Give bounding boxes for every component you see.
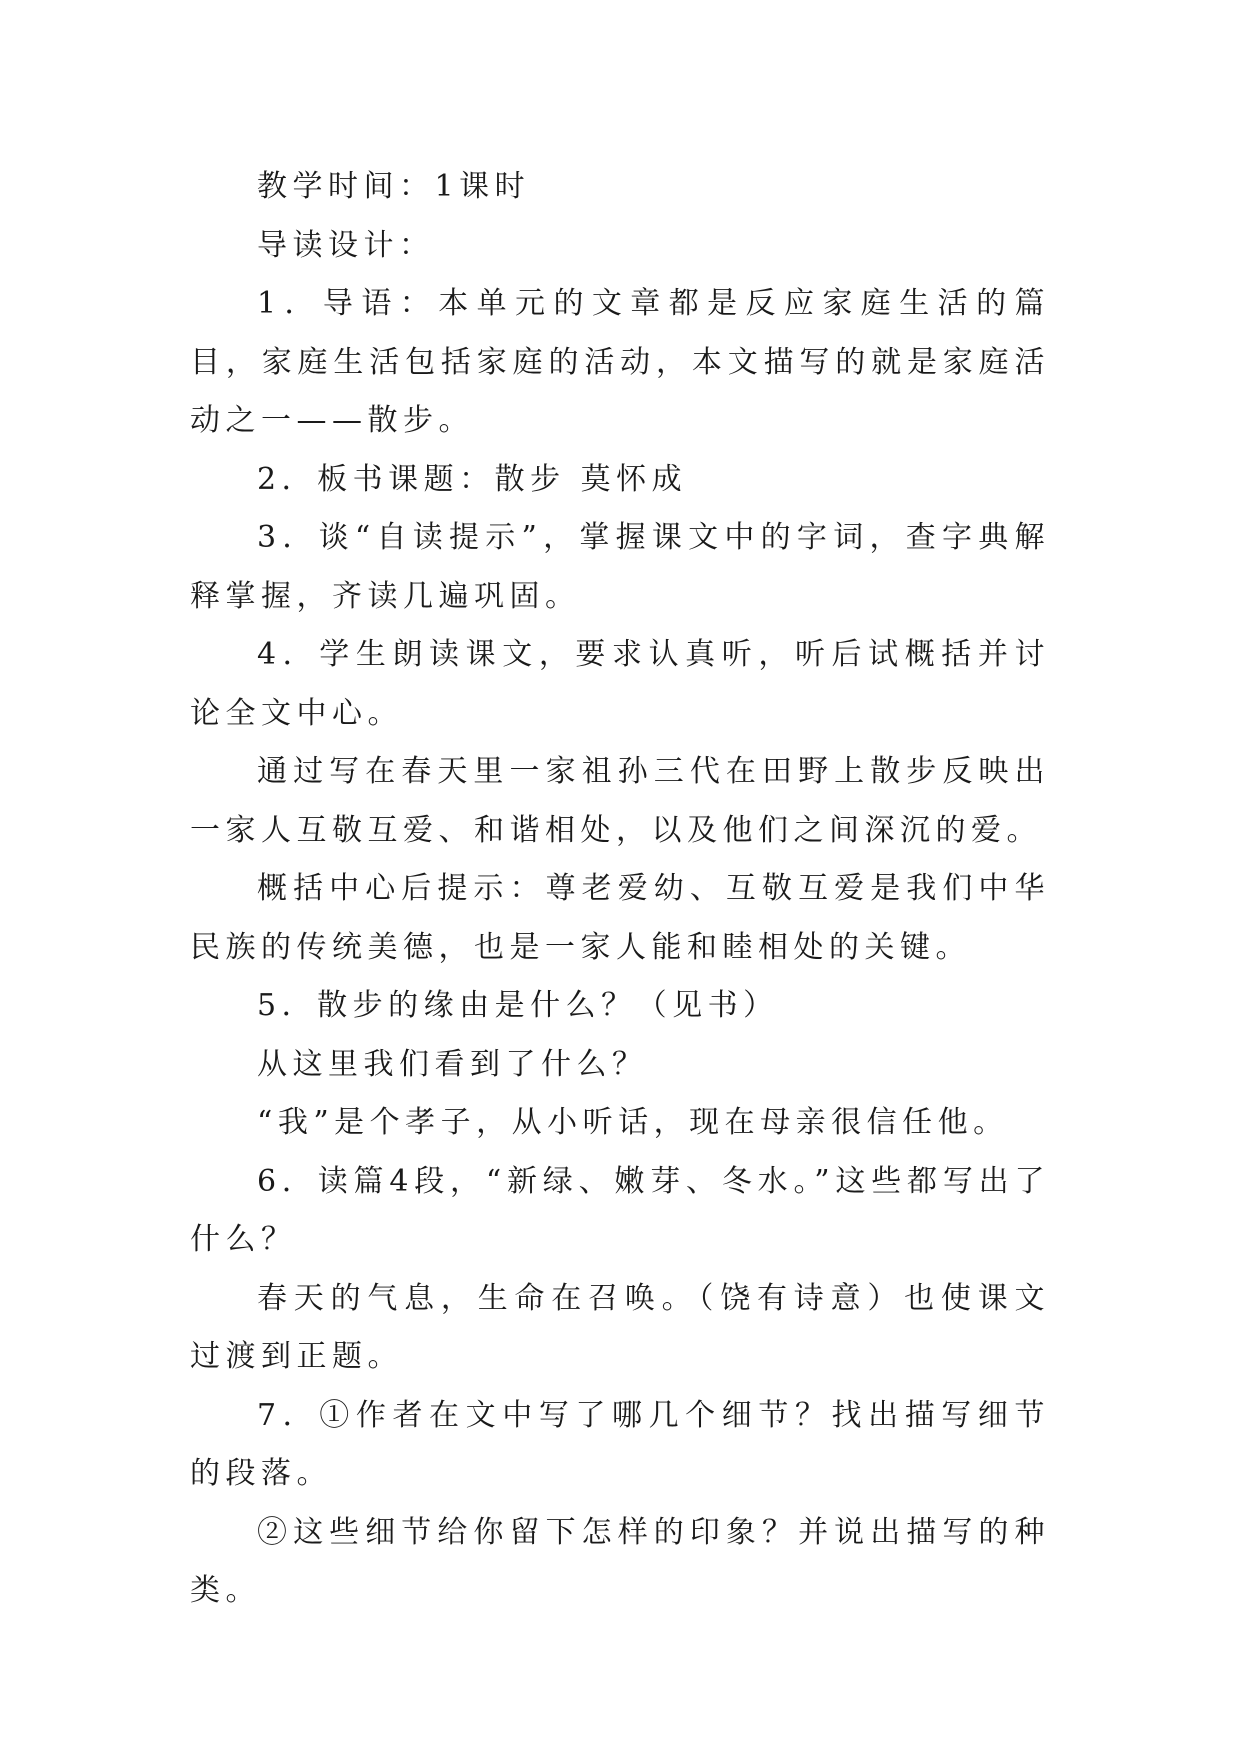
step-3-vocabulary: 3．谈“自读提示”，掌握课文中的字词，查字典解释掌握，齐读几遍巩固。 <box>190 520 1050 614</box>
step-7-question-1: 7．①作者在文中写了哪几个细节？找出描写细节的段落。 <box>190 1397 1050 1491</box>
step-6-question: 6．读篇4段，“新绿、嫩芽、冬水。”这些都写出了什么？ <box>190 1163 1050 1257</box>
central-idea: 通过写在春天里一家祖孙三代在田野上散步反映出一家人互敬互爱、和谐相处，以及他们之间深沉的爱。 <box>190 754 1050 848</box>
step-4-reading: 4．学生朗读课文，要求认真听，听后试概括并讨论全文中心。 <box>190 637 1050 731</box>
teaching-time-line: 教学时间：1课时 <box>257 169 531 204</box>
step-7-question-2: ②这些细节给你留下怎样的印象？并说出描写的种类。 <box>190 1514 1050 1608</box>
document-body <box>190 158 1050 1621</box>
step-5-followup: 从这里我们看到了什么？ <box>257 1046 648 1082</box>
step-2-title: 2．板书课题：散步 莫怀成 <box>257 461 688 497</box>
reading-design-heading: 导读设计： <box>257 227 435 263</box>
central-idea-hint: 概括中心后提示：尊老爱幼、互敬互爱是我们中华民族的传统美德，也是一家人能和睦相处的关键。 <box>190 871 1050 965</box>
step-6-answer: 春天的气息，生命在召唤。（饶有诗意）也使课文过渡到正题。 <box>190 1280 1050 1374</box>
step-1-intro: 1．导语：本单元的文章都是反应家庭生活的篇目，家庭生活包括家庭的活动，本文描写的就是家庭活动之一——散步。 <box>190 286 1050 438</box>
step-5-question: 5．散步的缘由是什么？（见书） <box>257 988 779 1023</box>
step-5-answer: “我”是个孝子，从小听话，现在母亲很信任他。 <box>257 1105 1009 1140</box>
